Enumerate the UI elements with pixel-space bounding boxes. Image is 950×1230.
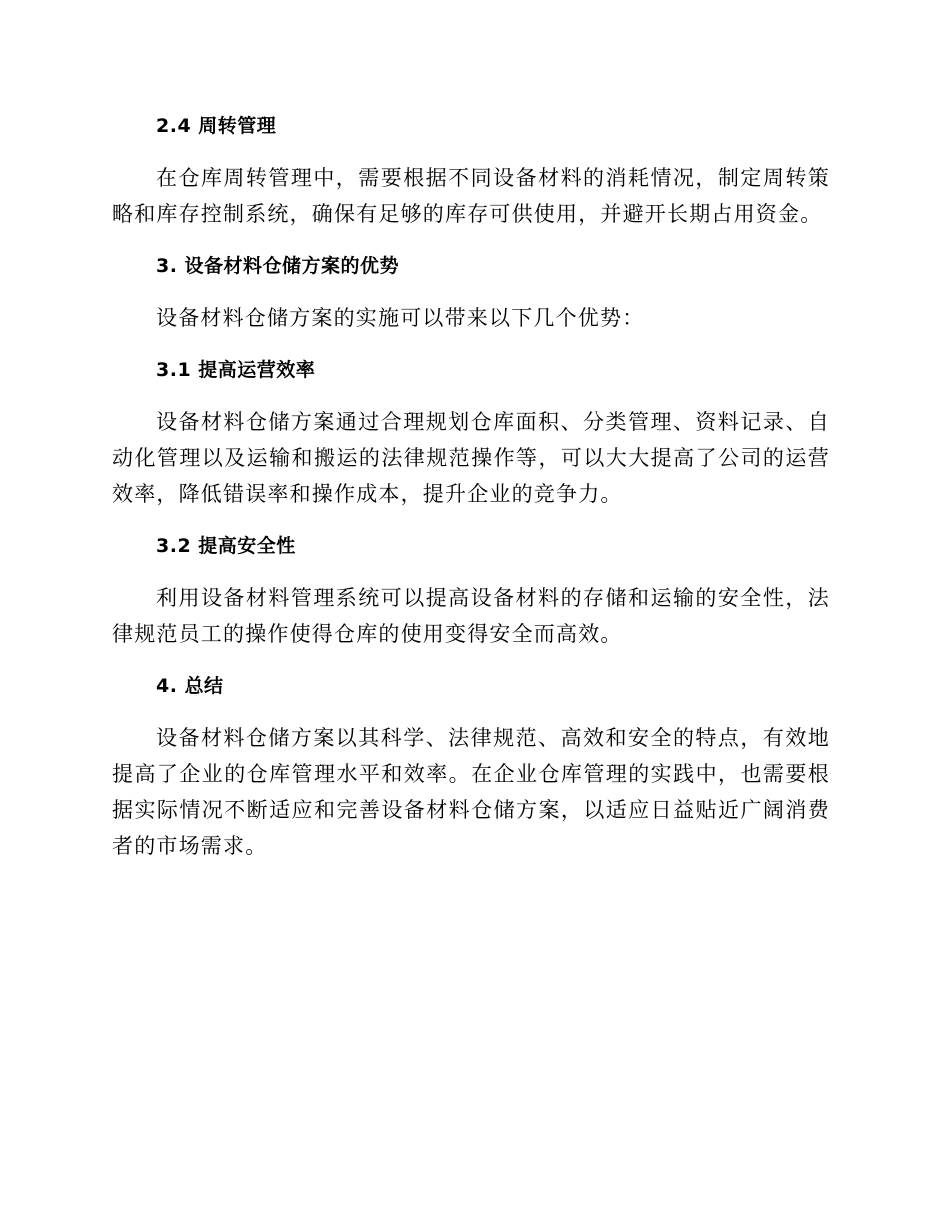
section-heading-3: 3. 设备材料仓储方案的优势 <box>156 255 400 277</box>
paragraph-operational-efficiency: 设备材料仓储方案通过合理规划仓库面积、分类管理、资料记录、自动化管理以及运输和搬运的法律规范操作等，可以大大提高了公司的运营效率，降低错误率和操作成本，提升企业的竞争力。 <box>112 410 830 506</box>
paragraph-summary: 设备材料仓储方案以其科学、法律规范、高效和安全的特点，有效地提高了企业的仓库管理水平和效率。在企业仓库管理的实践中，也需要根据实际情况不断适应和完善设备材料仓储方案，以适应日益贴近广阔消费者的市场需求。 <box>112 726 830 858</box>
paragraph-turnover-management: 在仓库周转管理中，需要根据不同设备材料的消耗情况，制定周转策略和库存控制系统，确保有足够的库存可供使用，并避开长期占用资金。 <box>112 166 830 226</box>
paragraph-advantages-intro: 设备材料仓储方案的实施可以带来以下几个优势： <box>156 306 645 330</box>
section-heading-3-2: 3.2 提高安全性 <box>156 535 296 557</box>
section-heading-4: 4. 总结 <box>156 675 224 697</box>
paragraph-safety: 利用设备材料管理系统可以提高设备材料的存储和运输的安全性，法律规范员工的操作使得仓库的使用变得安全而高效。 <box>112 586 830 646</box>
section-heading-2-4: 2.4 周转管理 <box>156 115 277 137</box>
section-heading-3-1: 3.1 提高运营效率 <box>156 359 316 381</box>
document-page <box>112 108 830 880</box>
